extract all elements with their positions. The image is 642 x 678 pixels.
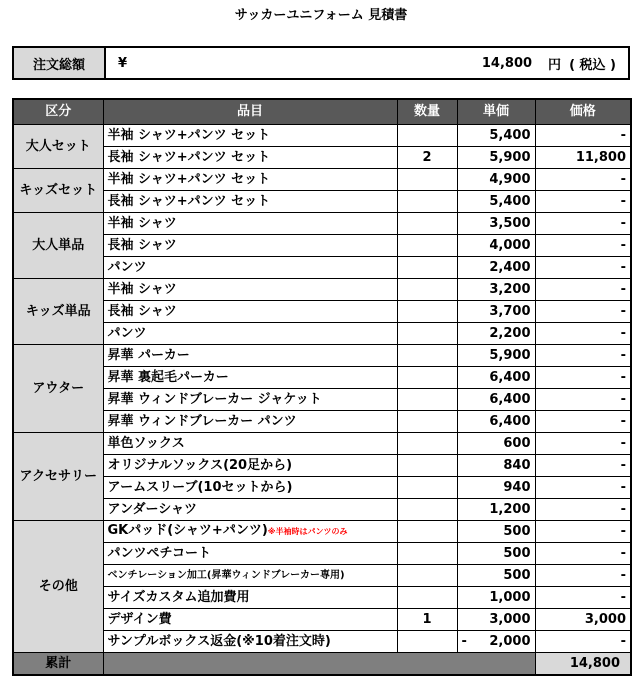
item-name: GKパッド(シャツ+パンツ) — [107, 523, 268, 538]
sum-spacer — [103, 653, 535, 676]
unit-price: 6,400 — [457, 367, 535, 389]
item-name: 長袖 シャツ — [103, 235, 397, 257]
unit-price: 2,000 — [489, 633, 531, 649]
line-total: - — [535, 455, 631, 477]
item-note: ※半袖時はパンツのみ — [267, 527, 348, 536]
unit-price: 5,400 — [457, 125, 535, 147]
sum-row — [13, 653, 631, 676]
order-total-amount-cell — [158, 48, 628, 78]
item-name-cell — [103, 521, 397, 543]
order-total-unit: 円 — [548, 57, 562, 73]
table-row — [13, 587, 631, 609]
quantity-cell[interactable] — [397, 169, 457, 191]
item-name: 単色ソックス — [103, 433, 397, 455]
quantity-cell[interactable] — [397, 323, 457, 345]
table-row — [13, 565, 631, 587]
table-row — [13, 169, 631, 191]
line-total: 11,800 — [535, 147, 631, 169]
line-total: - — [535, 213, 631, 235]
unit-price: 3,500 — [457, 213, 535, 235]
quantity-cell[interactable] — [397, 191, 457, 213]
table-header-row — [13, 99, 631, 125]
item-name: オリジナルソックス(20足から) — [103, 455, 397, 477]
item-name: ベンチレーション加工(昇華ウィンドブレーカー専用) — [103, 565, 397, 587]
quantity-cell[interactable] — [397, 521, 457, 543]
line-total: 3,000 — [535, 609, 631, 631]
quantity-cell[interactable] — [397, 125, 457, 147]
table-row — [13, 279, 631, 301]
unit-price: 4,900 — [457, 169, 535, 191]
table-row — [13, 367, 631, 389]
line-total: - — [535, 521, 631, 543]
table-row — [13, 345, 631, 367]
table-row — [13, 609, 631, 631]
line-total: - — [535, 433, 631, 455]
unit-price: 600 — [457, 433, 535, 455]
header-category: 区分 — [13, 99, 103, 125]
unit-price: 6,400 — [457, 389, 535, 411]
unit-price-cell — [457, 631, 535, 653]
order-total-amount: 14,800 — [481, 55, 533, 71]
unit-price: 1,200 — [457, 499, 535, 521]
category-kids-single: キッズ単品 — [13, 279, 103, 345]
line-total: - — [535, 169, 631, 191]
unit-price: 3,200 — [457, 279, 535, 301]
quantity-cell[interactable] — [397, 235, 457, 257]
sum-total: 14,800 — [535, 653, 631, 676]
unit-price: 840 — [457, 455, 535, 477]
quantity-cell[interactable] — [397, 389, 457, 411]
quantity-cell[interactable] — [397, 565, 457, 587]
unit-price: 500 — [457, 565, 535, 587]
table-row — [13, 125, 631, 147]
item-name: パンツ — [103, 257, 397, 279]
line-total: - — [535, 543, 631, 565]
quantity-cell[interactable] — [397, 433, 457, 455]
item-name: パンツ — [103, 323, 397, 345]
quantity-cell[interactable] — [397, 455, 457, 477]
table-row — [13, 191, 631, 213]
negative-sign: - — [461, 633, 467, 649]
unit-price: 500 — [457, 521, 535, 543]
table-row — [13, 301, 631, 323]
unit-price: 4,000 — [457, 235, 535, 257]
category-adult-set: 大人セット — [13, 125, 103, 169]
item-name: 半袖 シャツ+パンツ セット — [103, 125, 397, 147]
quantity-cell[interactable] — [397, 301, 457, 323]
quantity-cell[interactable] — [397, 499, 457, 521]
line-total: - — [535, 257, 631, 279]
line-total: - — [535, 631, 631, 653]
line-total: - — [535, 279, 631, 301]
unit-price: 940 — [457, 477, 535, 499]
quantity-cell[interactable] — [397, 411, 457, 433]
table-row — [13, 521, 631, 543]
item-name: パンツペチコート — [103, 543, 397, 565]
item-name: デザイン費 — [103, 609, 397, 631]
line-total: - — [535, 191, 631, 213]
item-name: 長袖 シャツ+パンツ セット — [103, 147, 397, 169]
line-total: - — [535, 301, 631, 323]
table-row — [13, 257, 631, 279]
unit-price: 5,900 — [457, 345, 535, 367]
item-name: サンプルボックス返金(※10着注文時) — [103, 631, 397, 653]
table-row — [13, 411, 631, 433]
quantity-cell[interactable] — [397, 477, 457, 499]
line-total: - — [535, 125, 631, 147]
category-outer: アウター — [13, 345, 103, 433]
line-total: - — [535, 499, 631, 521]
quantity-cell[interactable] — [397, 631, 457, 653]
quantity-cell[interactable] — [397, 587, 457, 609]
order-total-tax: ( 税込 ) — [569, 57, 616, 73]
quantity-cell[interactable]: 1 — [397, 609, 457, 631]
quantity-cell[interactable] — [397, 367, 457, 389]
estimate-table — [12, 98, 632, 676]
unit-price: 5,400 — [457, 191, 535, 213]
line-total: - — [535, 367, 631, 389]
item-name: アンダーシャツ — [103, 499, 397, 521]
order-total-label: 注文総額 — [14, 48, 106, 78]
table-row — [13, 477, 631, 499]
header-quantity: 数量 — [397, 99, 457, 125]
unit-price: 6,400 — [457, 411, 535, 433]
table-row — [13, 543, 631, 565]
table-row — [13, 213, 631, 235]
line-total: - — [535, 477, 631, 499]
line-total: - — [535, 389, 631, 411]
document-title: サッカーユニフォーム 見積書 — [234, 8, 408, 23]
item-name: 昇華 裏起毛パーカー — [103, 367, 397, 389]
unit-price: 1,000 — [457, 587, 535, 609]
unit-price: 2,200 — [457, 323, 535, 345]
unit-price: 2,400 — [457, 257, 535, 279]
item-name: 半袖 シャツ+パンツ セット — [103, 169, 397, 191]
quantity-cell[interactable] — [397, 345, 457, 367]
table-row — [13, 389, 631, 411]
item-name: 長袖 シャツ — [103, 301, 397, 323]
category-accessory: アクセサリー — [13, 433, 103, 521]
item-name: 昇華 ウィンドブレーカー ジャケット — [103, 389, 397, 411]
header-item: 品目 — [103, 99, 397, 125]
item-name: 昇華 ウィンドブレーカー パンツ — [103, 411, 397, 433]
category-adult-single: 大人単品 — [13, 213, 103, 279]
line-total: - — [535, 345, 631, 367]
item-name: 半袖 シャツ — [103, 213, 397, 235]
category-other: その他 — [13, 521, 103, 653]
unit-price: 3,000 — [457, 609, 535, 631]
table-row — [13, 433, 631, 455]
table-row — [13, 631, 631, 653]
item-name: サイズカスタム追加費用 — [103, 587, 397, 609]
item-name: 半袖 シャツ — [103, 279, 397, 301]
table-row — [13, 455, 631, 477]
item-name: アームスリーブ(10セットから) — [103, 477, 397, 499]
header-unit-price: 単価 — [457, 99, 535, 125]
line-total: - — [535, 565, 631, 587]
unit-price: 5,900 — [457, 147, 535, 169]
quantity-cell[interactable]: 2 — [397, 147, 457, 169]
unit-price: 500 — [457, 543, 535, 565]
table-row — [13, 147, 631, 169]
line-total: - — [535, 323, 631, 345]
table-row — [13, 323, 631, 345]
item-name: 長袖 シャツ+パンツ セット — [103, 191, 397, 213]
line-total: - — [535, 235, 631, 257]
table-row — [13, 235, 631, 257]
unit-price: 3,700 — [457, 301, 535, 323]
category-kids-set: キッズセット — [13, 169, 103, 213]
quantity-cell[interactable] — [397, 257, 457, 279]
line-total: - — [535, 587, 631, 609]
order-total-box — [12, 46, 630, 80]
currency-symbol: ¥ — [118, 55, 128, 71]
line-total: - — [535, 411, 631, 433]
quantity-cell[interactable] — [397, 543, 457, 565]
item-name: 昇華 パーカー — [103, 345, 397, 367]
table-row — [13, 499, 631, 521]
sum-label: 累計 — [13, 653, 103, 676]
header-price: 価格 — [535, 99, 631, 125]
quantity-cell[interactable] — [397, 213, 457, 235]
quantity-cell[interactable] — [397, 279, 457, 301]
